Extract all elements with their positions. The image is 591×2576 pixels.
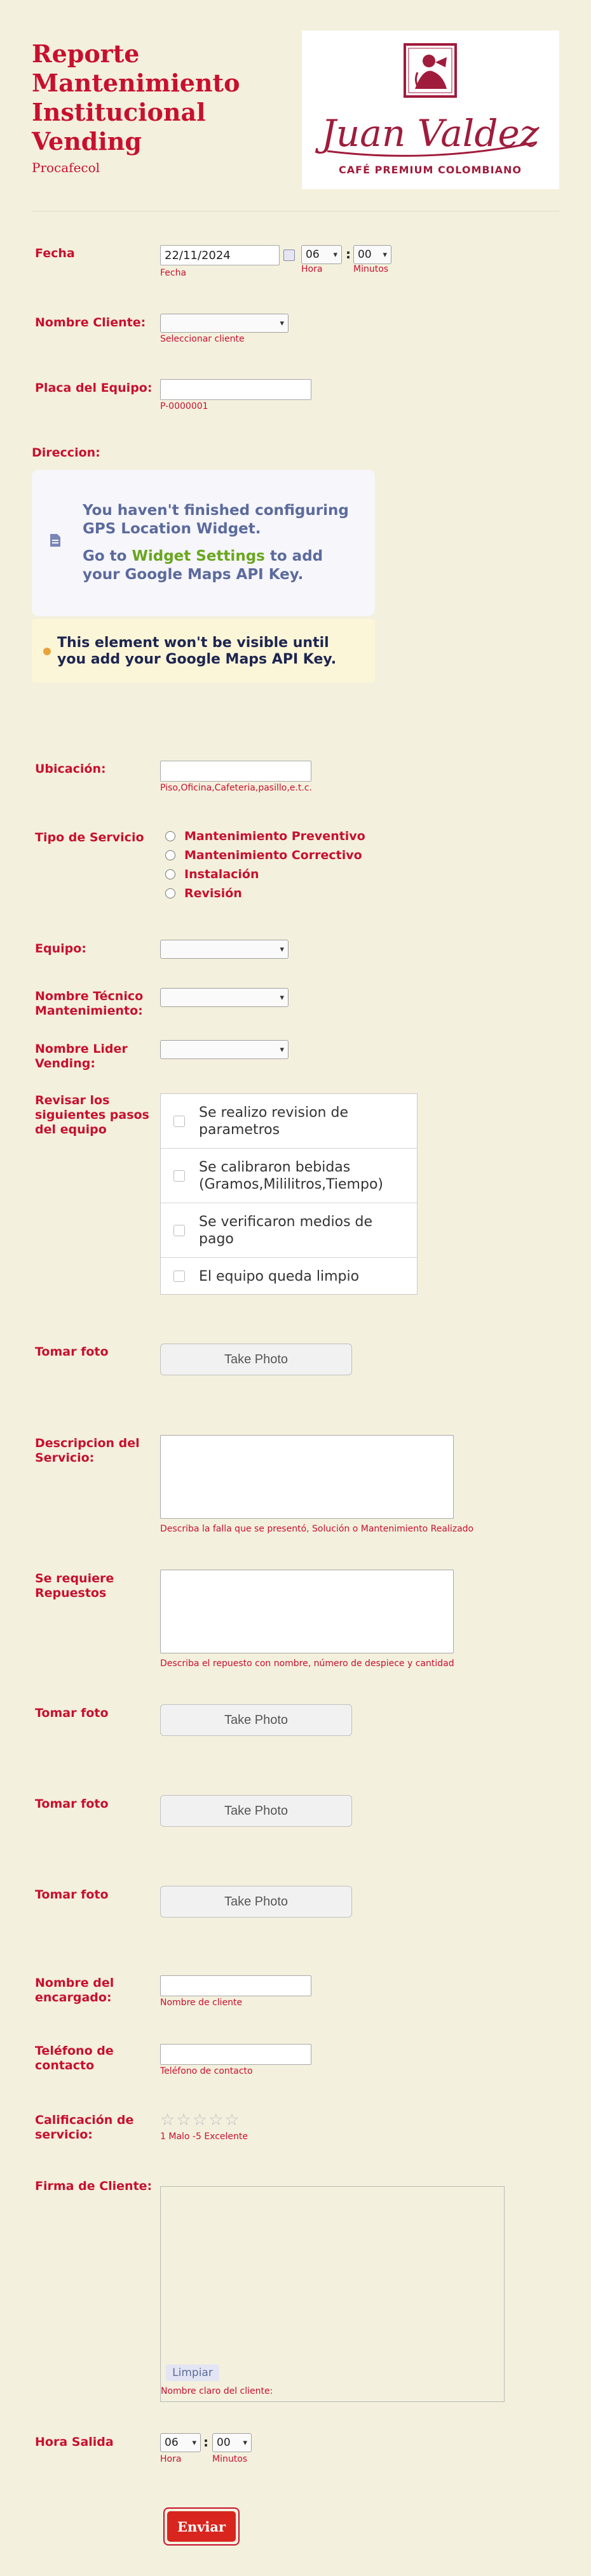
gps-instructions-suffix: to add your Google Maps API Key.	[83, 548, 323, 583]
radio-circle[interactable]	[165, 888, 175, 898]
foto-4-label: Tomar foto	[35, 1888, 109, 1902]
chevron-down-icon: ▾	[383, 250, 387, 260]
minute-value: 00	[358, 248, 372, 261]
star-2-icon[interactable]: ☆	[176, 2111, 191, 2130]
take-photo-button-4[interactable]: Take Photo	[160, 1886, 352, 1918]
take-photo-button-3[interactable]: Take Photo	[160, 1795, 352, 1827]
descripcion-label: Descripcion del Servicio:	[35, 1436, 140, 1465]
document-icon	[50, 533, 61, 547]
salida-minute-value: 00	[217, 2436, 231, 2449]
repuestos-textarea[interactable]	[160, 1570, 454, 1653]
repuestos-sublabel: Describa el repuesto con nombre, número de despiece y cantidad	[160, 1658, 454, 1669]
salida-hour-value: 06	[165, 2436, 179, 2449]
star-5-icon[interactable]: ☆	[224, 2111, 240, 2130]
radio-label: Revisión	[184, 886, 242, 900]
radio-mantenimiento-correctivo[interactable]	[165, 848, 362, 862]
checklist-item-label: El equipo queda limpio	[199, 1268, 360, 1285]
checklist-item-label: Se verificaron medios de pago	[199, 1213, 373, 1247]
equipo-select[interactable]	[160, 940, 289, 959]
checkbox[interactable]	[173, 1170, 185, 1182]
juan-valdez-logo	[302, 30, 559, 189]
hour-value: 06	[306, 248, 320, 261]
cliente-label: Nombre Cliente:	[35, 316, 146, 330]
calificacion-label: Calificación de servicio:	[35, 2113, 134, 2142]
cliente-sublabel: Seleccionar cliente	[160, 334, 245, 344]
radio-instalacion[interactable]	[165, 867, 259, 881]
revision-label: Revisar los siguientes pasos del equipo	[35, 1093, 149, 1137]
gps-warning-box	[32, 619, 375, 683]
salida-time-separator: :	[203, 2434, 208, 2450]
salida-minute-select[interactable]	[212, 2433, 252, 2452]
lider-label: Nombre Lider Vending:	[35, 1042, 128, 1071]
descripcion-textarea[interactable]	[160, 1435, 454, 1519]
rating-stars[interactable]	[160, 2112, 240, 2128]
calendar-icon[interactable]	[283, 250, 295, 261]
checklist-item-medios-pago[interactable]	[161, 1203, 417, 1258]
placa-input[interactable]	[160, 379, 311, 400]
placa-sublabel: P-0000001	[160, 401, 208, 411]
hora-salida-label: Hora Salida	[35, 2435, 114, 2449]
lider-select[interactable]	[160, 1040, 289, 1059]
take-photo-button-1[interactable]: Take Photo	[160, 1344, 352, 1375]
direccion-label: Direccion:	[32, 446, 100, 460]
checklist-item-parametros[interactable]	[161, 1094, 417, 1149]
submit-button[interactable]: Enviar	[167, 2511, 236, 2542]
star-4-icon[interactable]: ☆	[208, 2111, 224, 2130]
gps-config-message: You haven't finished configuring GPS Location Widget.	[83, 502, 349, 537]
ubicacion-label: Ubicación:	[35, 762, 106, 776]
gps-widget-notice	[32, 470, 375, 616]
juan-valdez-emblem-icon	[302, 30, 559, 189]
star-1-icon[interactable]: ☆	[160, 2111, 175, 2130]
hour-select[interactable]	[301, 245, 342, 264]
telefono-input[interactable]	[160, 2044, 311, 2065]
radio-revision[interactable]	[165, 886, 242, 900]
checklist-item-label: Se calibraron bebidas (Gramos,Mililitros,Tiempo)	[199, 1159, 383, 1192]
firma-sublabel: Nombre claro del cliente:	[161, 2386, 273, 2396]
equipo-label: Equipo:	[35, 942, 86, 956]
submit-button-frame	[163, 2507, 240, 2546]
gps-config-instructions	[83, 547, 362, 584]
checklist-item-bebidas[interactable]	[161, 1149, 417, 1203]
radio-circle[interactable]	[165, 850, 175, 860]
chevron-down-icon: ▾	[333, 250, 337, 260]
salida-hour-sublabel: Hora	[160, 2454, 182, 2464]
radio-label: Instalación	[184, 867, 259, 881]
radio-mantenimiento-preventivo[interactable]	[165, 829, 365, 843]
take-photo-button-2[interactable]: Take Photo	[160, 1704, 352, 1736]
repuestos-label: Se requiere Repuestos	[35, 1572, 114, 1600]
ubicacion-input[interactable]	[160, 761, 311, 782]
radio-circle[interactable]	[165, 869, 175, 879]
ubicacion-sublabel: Piso,Oficina,Cafeteria,pasillo,e.t.c.	[160, 783, 312, 793]
chevron-down-icon: ▾	[280, 992, 284, 1003]
form-title: Reporte Mantenimiento Institucional Vending	[32, 39, 240, 156]
hour-sublabel: Hora	[301, 264, 323, 274]
date-input[interactable]: 22/11/2024	[160, 245, 280, 265]
placa-label: Placa del Equipo:	[35, 381, 153, 395]
chevron-down-icon: ▾	[243, 2438, 247, 2448]
foto-2-label: Tomar foto	[35, 1706, 109, 1720]
checkbox[interactable]	[173, 1225, 185, 1236]
checklist-item-limpio[interactable]	[161, 1258, 417, 1295]
radio-label: Mantenimiento Preventivo	[184, 829, 365, 843]
chevron-down-icon: ▾	[280, 944, 284, 954]
fecha-label: Fecha	[35, 246, 75, 260]
tecnico-select[interactable]	[160, 988, 289, 1007]
foto-3-label: Tomar foto	[35, 1797, 109, 1811]
minute-sublabel: Minutos	[353, 264, 389, 274]
chevron-down-icon: ▾	[280, 1044, 284, 1055]
telefono-label: Teléfono de contacto	[35, 2044, 114, 2072]
time-separator: :	[346, 246, 351, 262]
salida-hour-select[interactable]	[160, 2433, 201, 2452]
checklist-item-label: Se realizo revision de parametros	[199, 1104, 348, 1138]
logo-brand-text: Juan Valdez	[321, 112, 540, 155]
chevron-down-icon: ▾	[192, 2438, 196, 2448]
logo-tagline-text: CAFÉ PREMIUM COLOMBIANO	[339, 164, 522, 176]
salida-minute-sublabel: Minutos	[212, 2454, 248, 2464]
tecnico-label: Nombre Técnico Mantenimiento:	[35, 989, 144, 1018]
chevron-down-icon: ▾	[280, 318, 284, 328]
checkbox[interactable]	[173, 1271, 185, 1282]
warning-dot-icon	[43, 648, 51, 655]
form-subtitle: Procafecol	[32, 160, 100, 175]
widget-settings-link[interactable]: Widget Settings	[132, 548, 265, 564]
revision-checklist	[160, 1093, 418, 1295]
signature-pad[interactable]	[160, 2186, 505, 2402]
star-3-icon[interactable]: ☆	[192, 2111, 207, 2130]
cliente-select[interactable]	[160, 314, 289, 333]
foto-1-label: Tomar foto	[35, 1345, 109, 1359]
gps-instructions-prefix: Go to	[83, 548, 127, 564]
calificacion-sublabel: 1 Malo -5 Excelente	[160, 2132, 248, 2142]
clear-signature-button[interactable]: Limpiar	[166, 2365, 219, 2381]
radio-circle[interactable]	[165, 831, 175, 841]
checkbox[interactable]	[173, 1116, 185, 1127]
encargado-input[interactable]	[160, 1975, 311, 1996]
telefono-sublabel: Teléfono de contacto	[160, 2066, 253, 2076]
firma-label: Firma de Cliente:	[35, 2179, 153, 2193]
date-sublabel: Fecha	[160, 268, 187, 278]
tipo-servicio-label: Tipo de Servicio	[35, 831, 144, 844]
gps-warning-text: This element won't be visible until you add your Google Maps API Key.	[57, 635, 337, 667]
encargado-sublabel: Nombre de cliente	[160, 1998, 243, 2008]
radio-label: Mantenimiento Correctivo	[184, 848, 362, 862]
minute-select[interactable]	[353, 245, 391, 264]
descripcion-sublabel: Describa la falla que se presentó, Solución o Mantenimiento Realizado	[160, 1524, 474, 1534]
encargado-label: Nombre del encargado:	[35, 1976, 114, 2005]
